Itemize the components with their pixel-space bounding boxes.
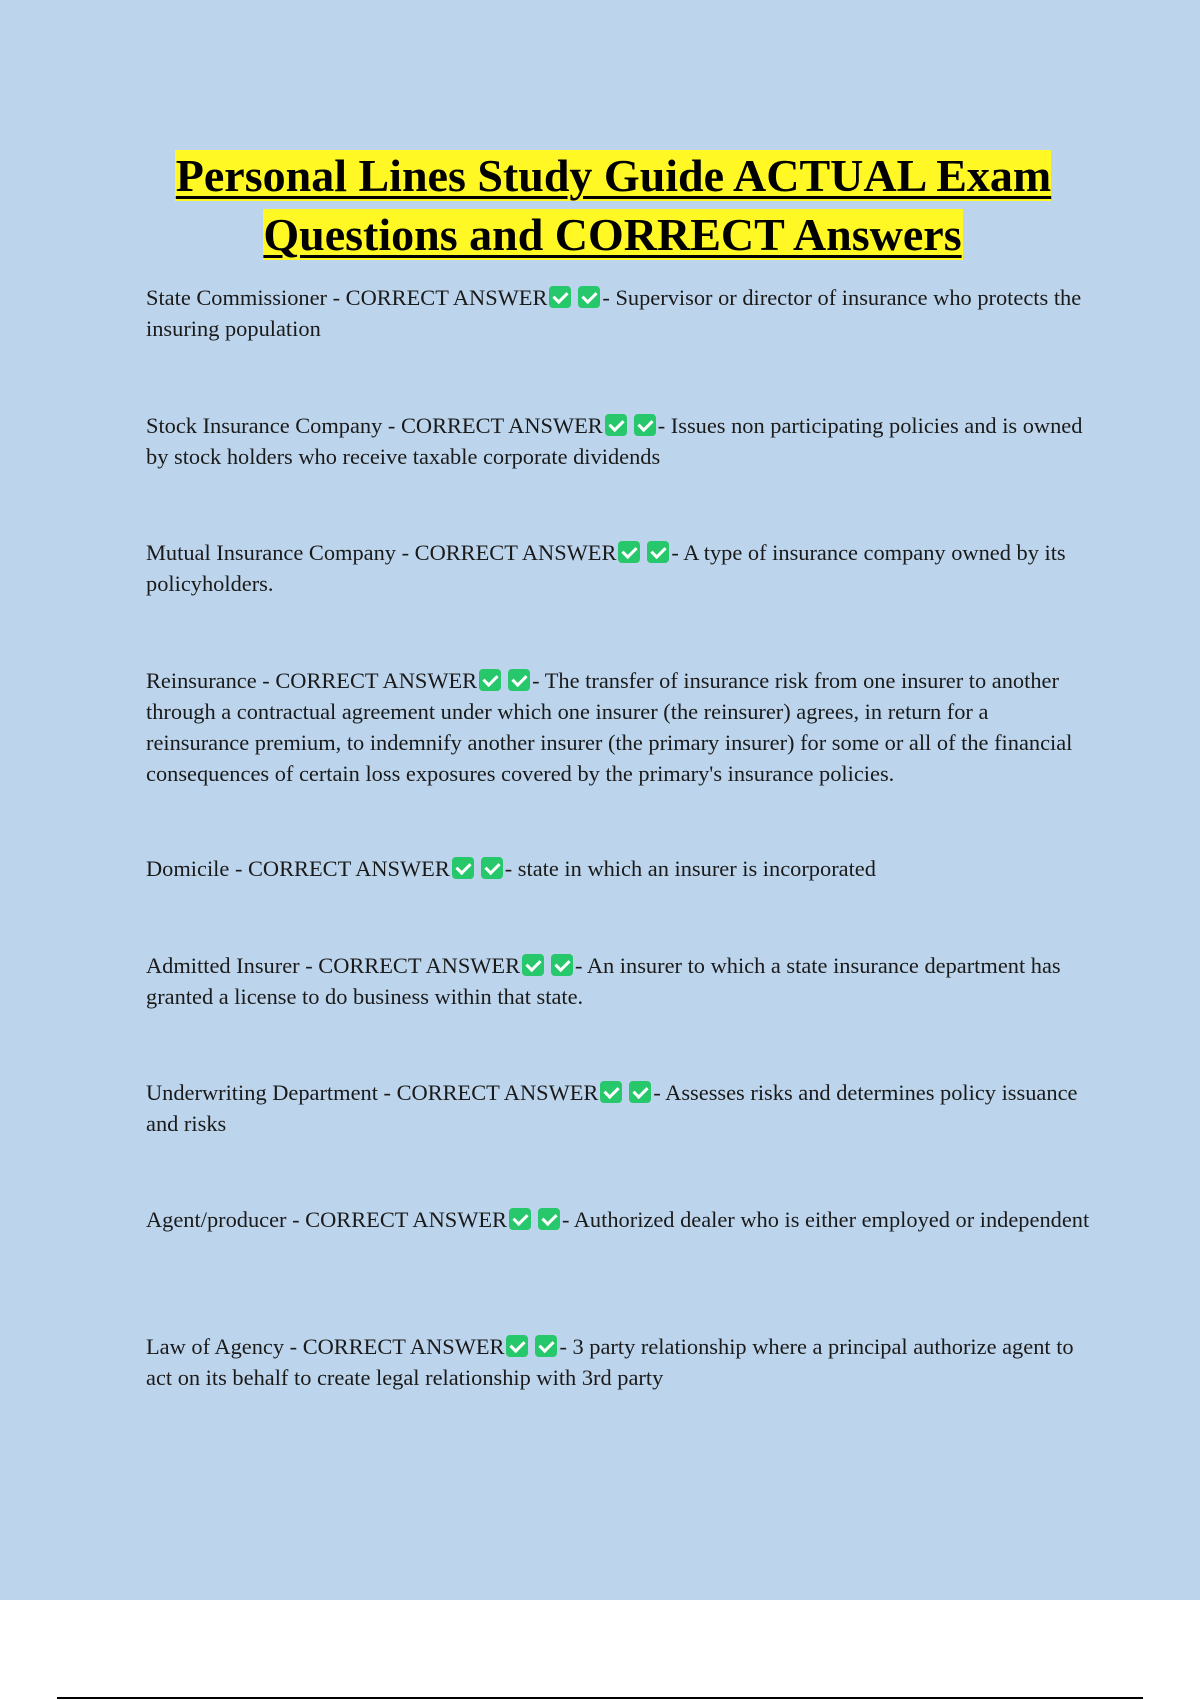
answer-marker: - CORRECT ANSWER bbox=[332, 285, 548, 310]
qa-entry bbox=[146, 1331, 1092, 1393]
check-icon bbox=[538, 1208, 560, 1230]
qa-entry bbox=[146, 1204, 1092, 1235]
answer-marker: - CORRECT ANSWER bbox=[234, 856, 450, 881]
check-icon bbox=[578, 286, 600, 308]
entry-definition: - state in which an insurer is incorporated bbox=[504, 856, 876, 881]
entry-term: Mutual Insurance Company bbox=[146, 540, 396, 565]
answer-marker: - CORRECT ANSWER bbox=[292, 1207, 507, 1232]
qa-entry bbox=[146, 853, 1092, 884]
check-icon bbox=[452, 857, 474, 879]
entry-definition: - The transfer of insurance risk from one insurer to another through a contractual agreement under which one insurer (the reinsurer) agrees, in return for a reinsurance premium, to indemnify another insurer (the primary insurer) for some or all of the financial consequences of certain loss exposures covered by the primary's insurance policies. bbox=[146, 668, 1073, 786]
entry-definition: - Supervisor or director of insurance who protects the insuring population bbox=[146, 285, 1082, 341]
check-icon bbox=[647, 541, 669, 563]
entry-term: Stock Insurance Company bbox=[146, 413, 383, 438]
check-icon bbox=[549, 286, 571, 308]
document-title bbox=[140, 146, 1086, 264]
check-icon bbox=[481, 857, 503, 879]
entry-definition: - Assesses risks and determines policy issuance and risks bbox=[146, 1080, 1078, 1136]
check-icon bbox=[629, 1081, 651, 1103]
check-icon bbox=[506, 1335, 528, 1357]
check-icon bbox=[509, 1208, 531, 1230]
check-icon bbox=[551, 954, 573, 976]
entry-term: Admitted Insurer bbox=[146, 953, 300, 978]
qa-entry bbox=[146, 950, 1092, 1012]
answer-marker: - CORRECT ANSWER bbox=[383, 1080, 599, 1105]
footer-divider bbox=[57, 1697, 1143, 1699]
qa-entry bbox=[146, 1077, 1092, 1139]
check-icon bbox=[508, 669, 530, 691]
check-icon bbox=[618, 541, 640, 563]
entry-term: Law of Agency bbox=[146, 1334, 285, 1359]
entry-definition: - An insurer to which a state insurance department has granted a license to do business within that state. bbox=[146, 953, 1061, 1009]
check-icon bbox=[634, 414, 656, 436]
entry-term: Underwriting Department bbox=[146, 1080, 378, 1105]
check-icon bbox=[600, 1081, 622, 1103]
entry-definition: - Issues non participating policies and is owned by stock holders who receive taxable corporate dividends bbox=[146, 413, 1083, 469]
answer-marker: - CORRECT ANSWER bbox=[305, 953, 521, 978]
check-icon bbox=[522, 954, 544, 976]
answer-marker: - CORRECT ANSWER bbox=[387, 413, 603, 438]
entry-definition: - Authorized dealer who is either employed or independent bbox=[561, 1207, 1090, 1232]
entry-term: State Commissioner bbox=[146, 285, 327, 310]
entry-definition: - 3 party relationship where a principal authorize agent to act on its behalf to create legal relationship with 3rd party bbox=[146, 1334, 1074, 1390]
entry-definition: - A type of insurance company owned by its policyholders. bbox=[146, 540, 1066, 596]
answer-marker: - CORRECT ANSWER bbox=[289, 1334, 505, 1359]
check-icon bbox=[535, 1335, 557, 1357]
qa-entry bbox=[146, 537, 1092, 599]
entry-term: Reinsurance bbox=[146, 668, 257, 693]
check-icon bbox=[479, 669, 501, 691]
entry-term: Agent/producer bbox=[146, 1207, 287, 1232]
qa-entry bbox=[146, 282, 1092, 344]
check-icon bbox=[605, 414, 627, 436]
answer-marker: - CORRECT ANSWER bbox=[401, 540, 617, 565]
qa-entry bbox=[146, 665, 1092, 789]
answer-marker: - CORRECT ANSWER bbox=[262, 668, 478, 693]
document-title-text: Personal Lines Study Guide ACTUAL Exam Questions and CORRECT Answers bbox=[175, 150, 1052, 260]
entry-term: Domicile bbox=[146, 856, 230, 881]
qa-entry bbox=[146, 410, 1092, 472]
